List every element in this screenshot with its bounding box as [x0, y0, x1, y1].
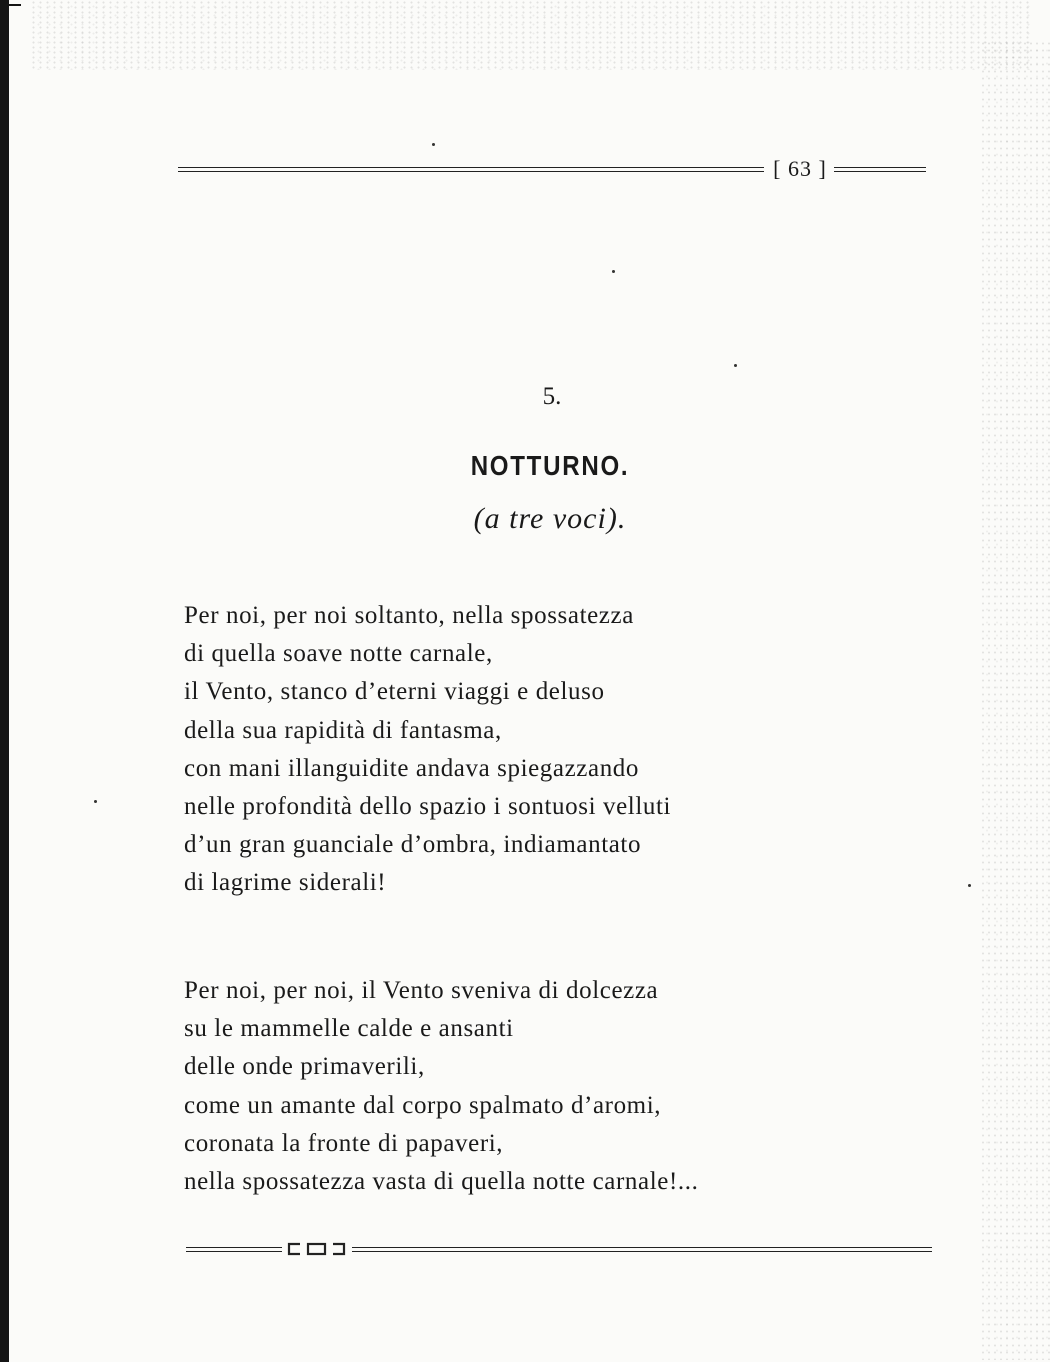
verse-line: su le mammelle calde e ansanti [184, 1015, 514, 1043]
scan-speck [94, 800, 97, 803]
scan-speck [734, 364, 737, 367]
scan-noise-right [980, 40, 1050, 1360]
header-rule-left-line [178, 167, 764, 172]
verse-line: nella spossatezza vasta di quella notte carnale!... [184, 1168, 699, 1196]
binding-tick [9, 4, 21, 6]
header-rule-right-line [834, 167, 926, 172]
verse-line: coronata la fronte di papaveri, [184, 1129, 504, 1157]
stanza-2 [184, 972, 698, 1201]
verse-line: delle onde primaverili, [184, 1053, 425, 1081]
scan-noise-top [30, 0, 1030, 70]
scan-speck [432, 143, 435, 146]
section-number: 5. [542, 383, 562, 410]
verse-line: di lagrime siderali! [184, 869, 387, 897]
verse-line: d’un gran guanciale d’ombra, indiamantato [184, 831, 642, 859]
page-number: [ 63 ] [773, 156, 827, 181]
footer-rule [186, 1241, 932, 1259]
verse-line: nelle profondità dello spazio i sontuosi velluti [184, 793, 672, 821]
verse-line: come un amante dal corpo spalmato d’aromi, [184, 1091, 662, 1119]
scan-speck [968, 884, 971, 887]
verse-line: di quella soave notte carnale, [184, 640, 493, 668]
stanza-1 [184, 597, 671, 903]
header-rule [178, 158, 926, 184]
page-binding-edge [0, 0, 9, 1362]
verse-line: Per noi, per noi soltanto, nella spossatezza [184, 602, 634, 629]
poem-subtitle: (a tre voci). [473, 502, 627, 535]
poem-title: NOTTURNO. [470, 450, 630, 481]
scan-speck [612, 270, 615, 273]
verse-line: con mani illanguidite andava spiegazzando [184, 754, 639, 782]
verse-line: Per noi, per noi, il Vento sveniva di dolcezza [184, 977, 659, 1004]
footer-rule-left-line [186, 1247, 282, 1252]
footer-rule-right-line [352, 1247, 932, 1252]
verse-line: il Vento, stanco d’eterni viaggi e deluso [184, 678, 605, 706]
decorative-rule-ornament-icon [286, 1241, 348, 1257]
verse-line: della sua rapidità di fantasma, [184, 716, 502, 744]
